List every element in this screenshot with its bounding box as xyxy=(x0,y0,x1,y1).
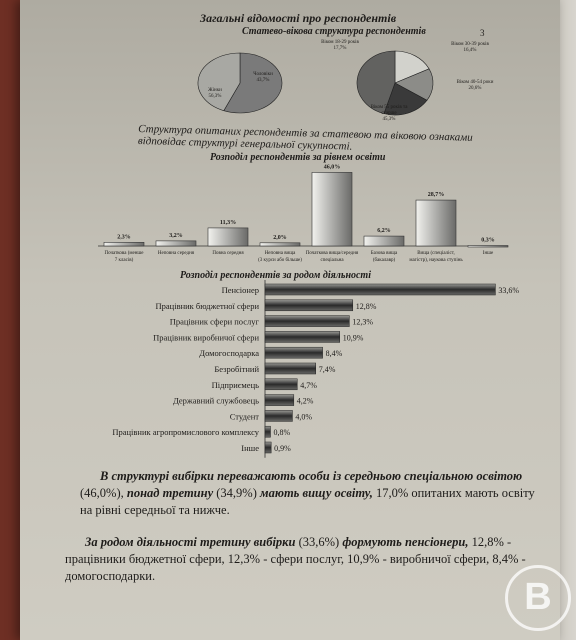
gender-pie-chart xyxy=(170,38,310,128)
edu-value-label-2: 11,3% xyxy=(219,219,237,226)
edu-category-label-0: Початкова (менше xyxy=(104,251,144,256)
activity-bar-4 xyxy=(265,347,323,358)
edu-category-label-4: Початкова вища/середня xyxy=(305,251,359,256)
activity-category-label-5: Безробітний xyxy=(214,364,259,374)
edu-category-label-3: Неповна вища xyxy=(264,251,296,256)
edu-value-label-7: 0,3% xyxy=(481,237,495,244)
activity-category-label-0: Пенсіонер xyxy=(221,285,259,295)
activity-category-label-10: Інше xyxy=(241,443,259,453)
edu-bar-1 xyxy=(156,241,196,246)
edu-bar-6 xyxy=(416,200,456,246)
edu-bar-5 xyxy=(364,236,404,246)
activity-value-label-3: 10,9% xyxy=(342,333,364,343)
edu-value-label-6: 28,7% xyxy=(427,192,445,199)
activity-bar-2 xyxy=(265,316,349,327)
activity-bar-1 xyxy=(265,300,353,311)
activity-category-label-9: Працівник агропромислового комплексу xyxy=(112,427,259,438)
page-title: Загальні відомості про респондентів xyxy=(200,11,397,25)
activity-value-label-9: 0,8% xyxy=(273,428,291,438)
edu-value-label-1: 3,2% xyxy=(169,232,183,239)
edu-value-label-4: 46,0% xyxy=(323,164,341,171)
activity-bar-0 xyxy=(265,284,495,295)
age-slice-label-2: Віком 40-54 роки 20,6% xyxy=(456,80,494,91)
activity-value-label-4: 8,4% xyxy=(325,349,343,359)
paragraph-education: В структурі вибірки переважають особи із середньою спеціальною освітою (46,0%), понад третину (34,9%) мають вищу освіту, 17,0% опитаних мають освіту на рівні середньої та нижче. xyxy=(80,469,535,517)
edu-value-label-5: 6,2% xyxy=(377,228,391,235)
edu-bar-0 xyxy=(104,242,144,246)
edu-category-label-6: Вища (спеціаліст, xyxy=(417,251,455,256)
gender-slice-value-men: 43,7% xyxy=(256,78,270,83)
activity-category-label-7: Державний службовець xyxy=(172,395,259,406)
edu-value-label-3: 2,0% xyxy=(273,234,287,241)
activity-value-label-10: 0,9% xyxy=(274,444,291,453)
activity-category-label-2: Працівник сфери послуг xyxy=(169,316,259,327)
gender-slice-value-women: 56,3% xyxy=(208,94,222,99)
edu-category-label-7: Інше xyxy=(482,251,494,256)
document-page xyxy=(20,0,560,640)
edu-category-label-2: Повна середня xyxy=(212,251,244,256)
education-bar-chart xyxy=(90,160,510,270)
gender-slice-label-men: Чоловіки 43,7% xyxy=(253,72,273,83)
activity-bar-5 xyxy=(265,363,316,374)
paragraph-activity: За родом діяльності третину вибірки (33,6%) формують пенсіонери, 12,8% - працівники бюджетної сфери, 12,3% - сфери послуг, 10,9% - виробничої сфери, 8,4% - домогосподарки. xyxy=(65,535,526,583)
activity-category-label-1: Працівник бюджетної сфери xyxy=(155,300,259,311)
edu-category-label-3-1: (3 курси або більше) xyxy=(258,258,302,263)
activity-category-label-4: Домогосподарка xyxy=(199,348,259,359)
edu-bar-4 xyxy=(312,172,352,246)
activity-value-label-6: 4,7% xyxy=(300,380,317,390)
watermark-logo: В xyxy=(505,565,571,631)
page-number: 3 xyxy=(480,28,485,38)
edu-bar-7 xyxy=(468,246,508,248)
activity-value-label-2: 12,3% xyxy=(352,317,374,327)
activity-bar-7 xyxy=(265,395,294,406)
activity-category-label-3: Працівник виробничої сфери xyxy=(153,332,259,343)
activity-bar-10 xyxy=(265,442,271,453)
age-slice-label-1: Віком 30-39 років 16,4% xyxy=(451,42,489,53)
activity-value-label-0: 33,6% xyxy=(498,286,520,295)
edu-bar-2 xyxy=(208,228,248,246)
activity-category-label-8: Студент xyxy=(229,411,259,422)
structure-caption: Структура опитаних респондентів за статевою та віковою ознаками відповідає структурі генеральної сукупності. xyxy=(137,123,473,153)
edu-value-label-0: 2,3% xyxy=(117,234,131,241)
edu-chart-title: Розподіл респондентів за рівнем освіти xyxy=(210,152,386,163)
age-slice-label-3: Віком 55 років та старше 45,3% xyxy=(370,105,408,122)
activity-value-label-8: 4,0% xyxy=(295,412,313,422)
activity-category-label-6: Підприємець xyxy=(211,379,259,390)
edu-category-label-0-1: 7 класів) xyxy=(114,258,134,263)
edu-bar-3 xyxy=(260,243,300,246)
gender-slice-label-women: Жінки 56,3% xyxy=(208,88,222,99)
activity-bar-9 xyxy=(265,426,270,437)
activity-value-label-5: 7,4% xyxy=(318,365,336,374)
activity-value-label-7: 4,2% xyxy=(296,396,314,406)
activity-value-label-1: 12,8% xyxy=(355,301,377,311)
edu-category-label-5-1: (бакалавр) xyxy=(372,258,396,263)
edu-category-label-1: Неповна середня xyxy=(157,251,195,256)
activity-bar-6 xyxy=(265,379,297,390)
activity-chart-title: Розподіл респондентів за родом діяльності xyxy=(180,270,371,281)
activity-bar-chart xyxy=(20,280,560,470)
edu-category-label-5: Базова вища xyxy=(370,251,398,256)
page-subtitle: Статево-вікова структура респондентів xyxy=(242,26,426,37)
edu-category-label-4-1: спеціальна xyxy=(320,258,344,263)
edu-category-label-6-1: магістр), наукова ступінь xyxy=(409,258,463,263)
activity-bar-3 xyxy=(265,331,340,342)
activity-bar-8 xyxy=(265,410,292,421)
age-slice-label-0: Віком 18-29 років 17,7% xyxy=(321,40,359,51)
